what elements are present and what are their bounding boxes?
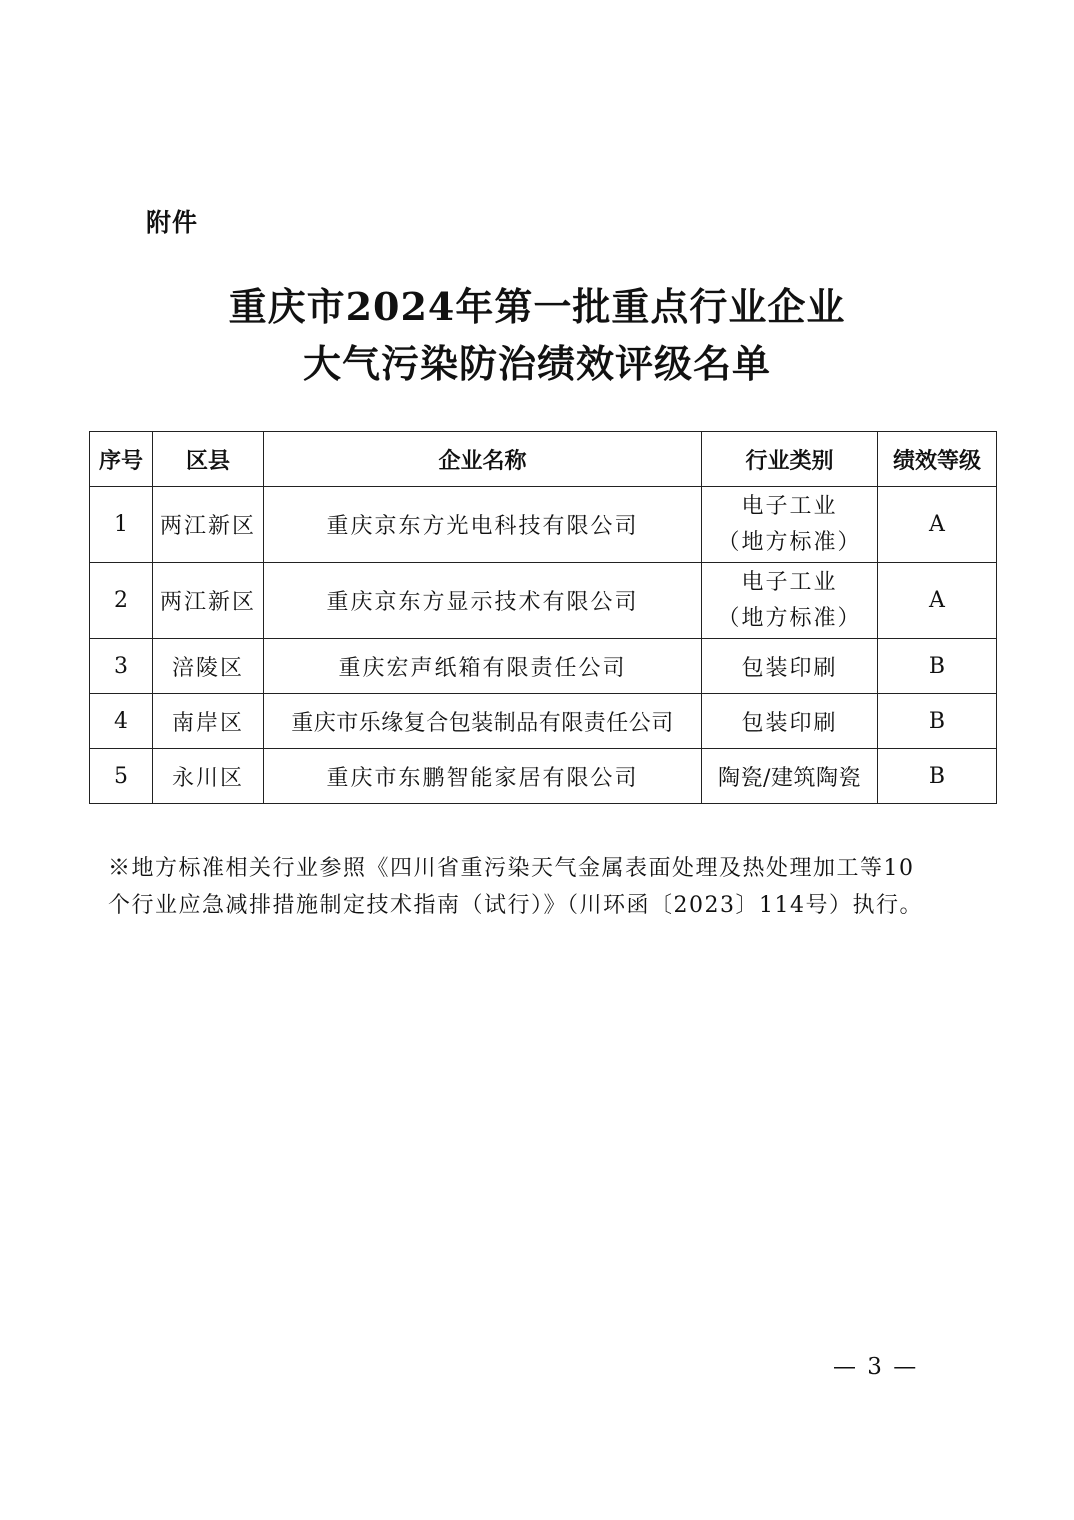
header-number: 序号 (90, 432, 153, 487)
row-industry (702, 487, 878, 563)
row-grade: B (878, 639, 997, 694)
row-district: 永川区 (153, 749, 264, 804)
row-number: 3 (90, 639, 153, 694)
table-row (90, 639, 997, 694)
row-company: 重庆京东方显示技术有限公司 (264, 563, 702, 639)
row-grade: A (878, 487, 997, 563)
row-grade: B (878, 694, 997, 749)
header-company: 企业名称 (264, 432, 702, 487)
header-industry: 行业类别 (702, 432, 878, 487)
row-district: 涪陵区 (153, 639, 264, 694)
table-row (90, 749, 997, 804)
page-number: — 3 — (833, 1354, 919, 1380)
row-district: 南岸区 (153, 694, 264, 749)
industry-line: （地方标准） (717, 529, 862, 555)
attachment-label: 附件 (146, 208, 199, 237)
row-number: 2 (90, 563, 153, 639)
document-title-line-1: 重庆市2024年第一批重点行业企业 (228, 284, 846, 329)
table-header-row (90, 432, 997, 487)
row-number: 5 (90, 749, 153, 804)
row-industry: 包装印刷 (702, 694, 878, 749)
row-district: 两江新区 (153, 487, 264, 563)
row-number: 1 (90, 487, 153, 563)
row-district: 两江新区 (153, 563, 264, 639)
table-row (90, 563, 997, 639)
row-industry: 陶瓷/建筑陶瓷 (702, 749, 878, 804)
row-number: 4 (90, 694, 153, 749)
row-grade: B (878, 749, 997, 804)
footnote-line-2: 个行业应急减排措施制定技术指南（试行）》（川环函〔2023〕114号）执行。 (108, 893, 923, 918)
row-company: 重庆市乐缘复合包装制品有限责任公司 (264, 694, 702, 749)
footnote-line-1: ※地方标准相关行业参照《四川省重污染天气金属表面处理及热处理加工等10 (108, 856, 915, 881)
industry-line: （地方标准） (717, 605, 862, 631)
row-company: 重庆宏声纸箱有限责任公司 (264, 639, 702, 694)
row-grade: A (878, 563, 997, 639)
table-row (90, 694, 997, 749)
document-title-line-2: 大气污染防治绩效评级名单 (302, 341, 771, 386)
footnote (108, 850, 988, 924)
table-row (90, 487, 997, 563)
header-grade: 绩效等级 (878, 432, 997, 487)
row-industry (702, 563, 878, 639)
industry-line: 电子工业 (741, 569, 838, 595)
row-industry: 包装印刷 (702, 639, 878, 694)
industry-line: 电子工业 (741, 493, 838, 519)
row-company: 重庆京东方光电科技有限公司 (264, 487, 702, 563)
row-company: 重庆市东鹏智能家居有限公司 (264, 749, 702, 804)
header-district: 区县 (153, 432, 264, 487)
rating-table (89, 431, 997, 804)
